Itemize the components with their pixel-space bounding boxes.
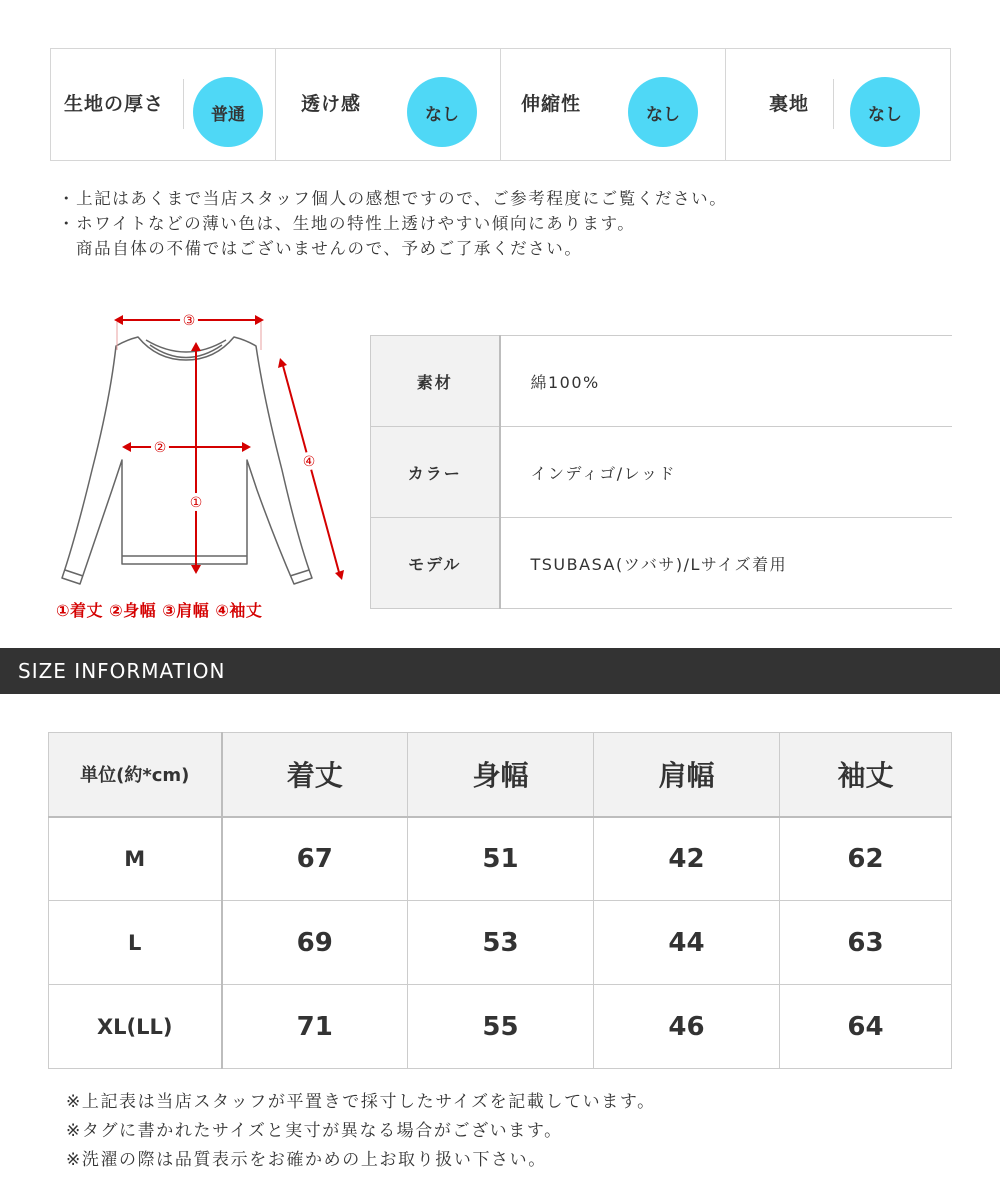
size-label: M	[49, 817, 222, 901]
measure-arrows	[114, 315, 344, 580]
measure-markers	[151, 311, 318, 511]
table-cell: 53	[408, 901, 594, 985]
column-header-sleeve: 袖丈	[780, 733, 952, 817]
feel-label: 生地の厚さ	[64, 93, 165, 115]
feel-thickness	[51, 49, 275, 160]
note-line: ・上記はあくまで当店スタッフ個人の感想ですので、ご参考程度にご覧ください。	[58, 189, 728, 208]
table-cell: 62	[780, 817, 952, 901]
marker-shoulder: ③	[182, 313, 196, 329]
size-label: L	[49, 901, 222, 985]
table-cell: 42	[594, 817, 780, 901]
spec-row	[371, 518, 953, 609]
spec-table	[370, 335, 952, 609]
spec-row	[371, 427, 953, 518]
column-header-length: 着丈	[222, 733, 408, 817]
spec-value: TSUBASA(ツバサ)/Lサイズ着用	[500, 518, 953, 609]
table-cell: 51	[408, 817, 594, 901]
spec-key: モデル	[371, 518, 500, 609]
size-table-corner: 単位(約*cm)	[49, 733, 222, 817]
table-cell: 46	[594, 985, 780, 1069]
footnote-line: ※上記表は当店スタッフが平置きで採寸したサイズを記載しています。	[66, 1092, 656, 1112]
table-row	[49, 901, 952, 985]
feel-stretch	[500, 49, 725, 160]
spec-value: インディゴ/レッド	[500, 427, 953, 518]
feel-label: 透け感	[301, 93, 362, 115]
measurement-footnotes	[66, 1088, 656, 1175]
column-header-shoulder: 肩幅	[594, 733, 780, 817]
table-cell: 67	[222, 817, 408, 901]
table-row	[49, 817, 952, 901]
size-table-header-row	[49, 733, 952, 817]
footnote-line: ※タグに書かれたサイズと実寸が異なる場合がございます。	[66, 1121, 563, 1141]
size-label: XL(LL)	[49, 985, 222, 1069]
table-cell: 55	[408, 985, 594, 1069]
table-cell: 69	[222, 901, 408, 985]
footnote-line: ※洗濯の際は品質表示をお確かめの上お取り扱い下さい。	[66, 1150, 547, 1170]
feel-transparency	[275, 49, 500, 160]
column-header-body-width: 身幅	[408, 733, 594, 817]
note-line: 商品自体の不備ではございませんので、予めご了承ください。	[76, 239, 583, 258]
table-cell: 63	[780, 901, 952, 985]
table-cell: 44	[594, 901, 780, 985]
feel-badge: なし	[407, 77, 477, 147]
spec-value: 綿100%	[500, 336, 953, 427]
size-table	[48, 732, 952, 1069]
size-information-header: SIZE INFORMATION	[0, 648, 1000, 694]
feel-badge: なし	[850, 77, 920, 147]
spec-row	[371, 336, 953, 427]
spec-key: 素材	[371, 336, 500, 427]
marker-length: ①	[189, 495, 203, 511]
note-line: ・ホワイトなどの薄い色は、生地の特性上透けやすい傾向にあります。	[58, 214, 636, 233]
measurement-legend: ①着丈 ②身幅 ③肩幅 ④袖丈	[56, 601, 263, 620]
table-row	[49, 985, 952, 1069]
table-cell: 64	[780, 985, 952, 1069]
shirt-outline	[62, 337, 312, 584]
feel-badge: なし	[628, 77, 698, 147]
spec-key: カラー	[371, 427, 500, 518]
garment-measurement-diagram	[50, 300, 350, 630]
marker-sleeve: ④	[302, 454, 316, 470]
feel-label: 裏地	[769, 93, 810, 115]
feel-label: 伸縮性	[521, 93, 582, 115]
fabric-notes	[58, 186, 727, 261]
feel-badge: 普通	[193, 77, 263, 147]
feel-separator	[833, 79, 834, 129]
marker-body-width: ②	[153, 440, 167, 456]
feel-separator	[183, 79, 184, 129]
fabric-feel-panel	[50, 48, 951, 161]
table-cell: 71	[222, 985, 408, 1069]
feel-lining	[725, 49, 950, 160]
